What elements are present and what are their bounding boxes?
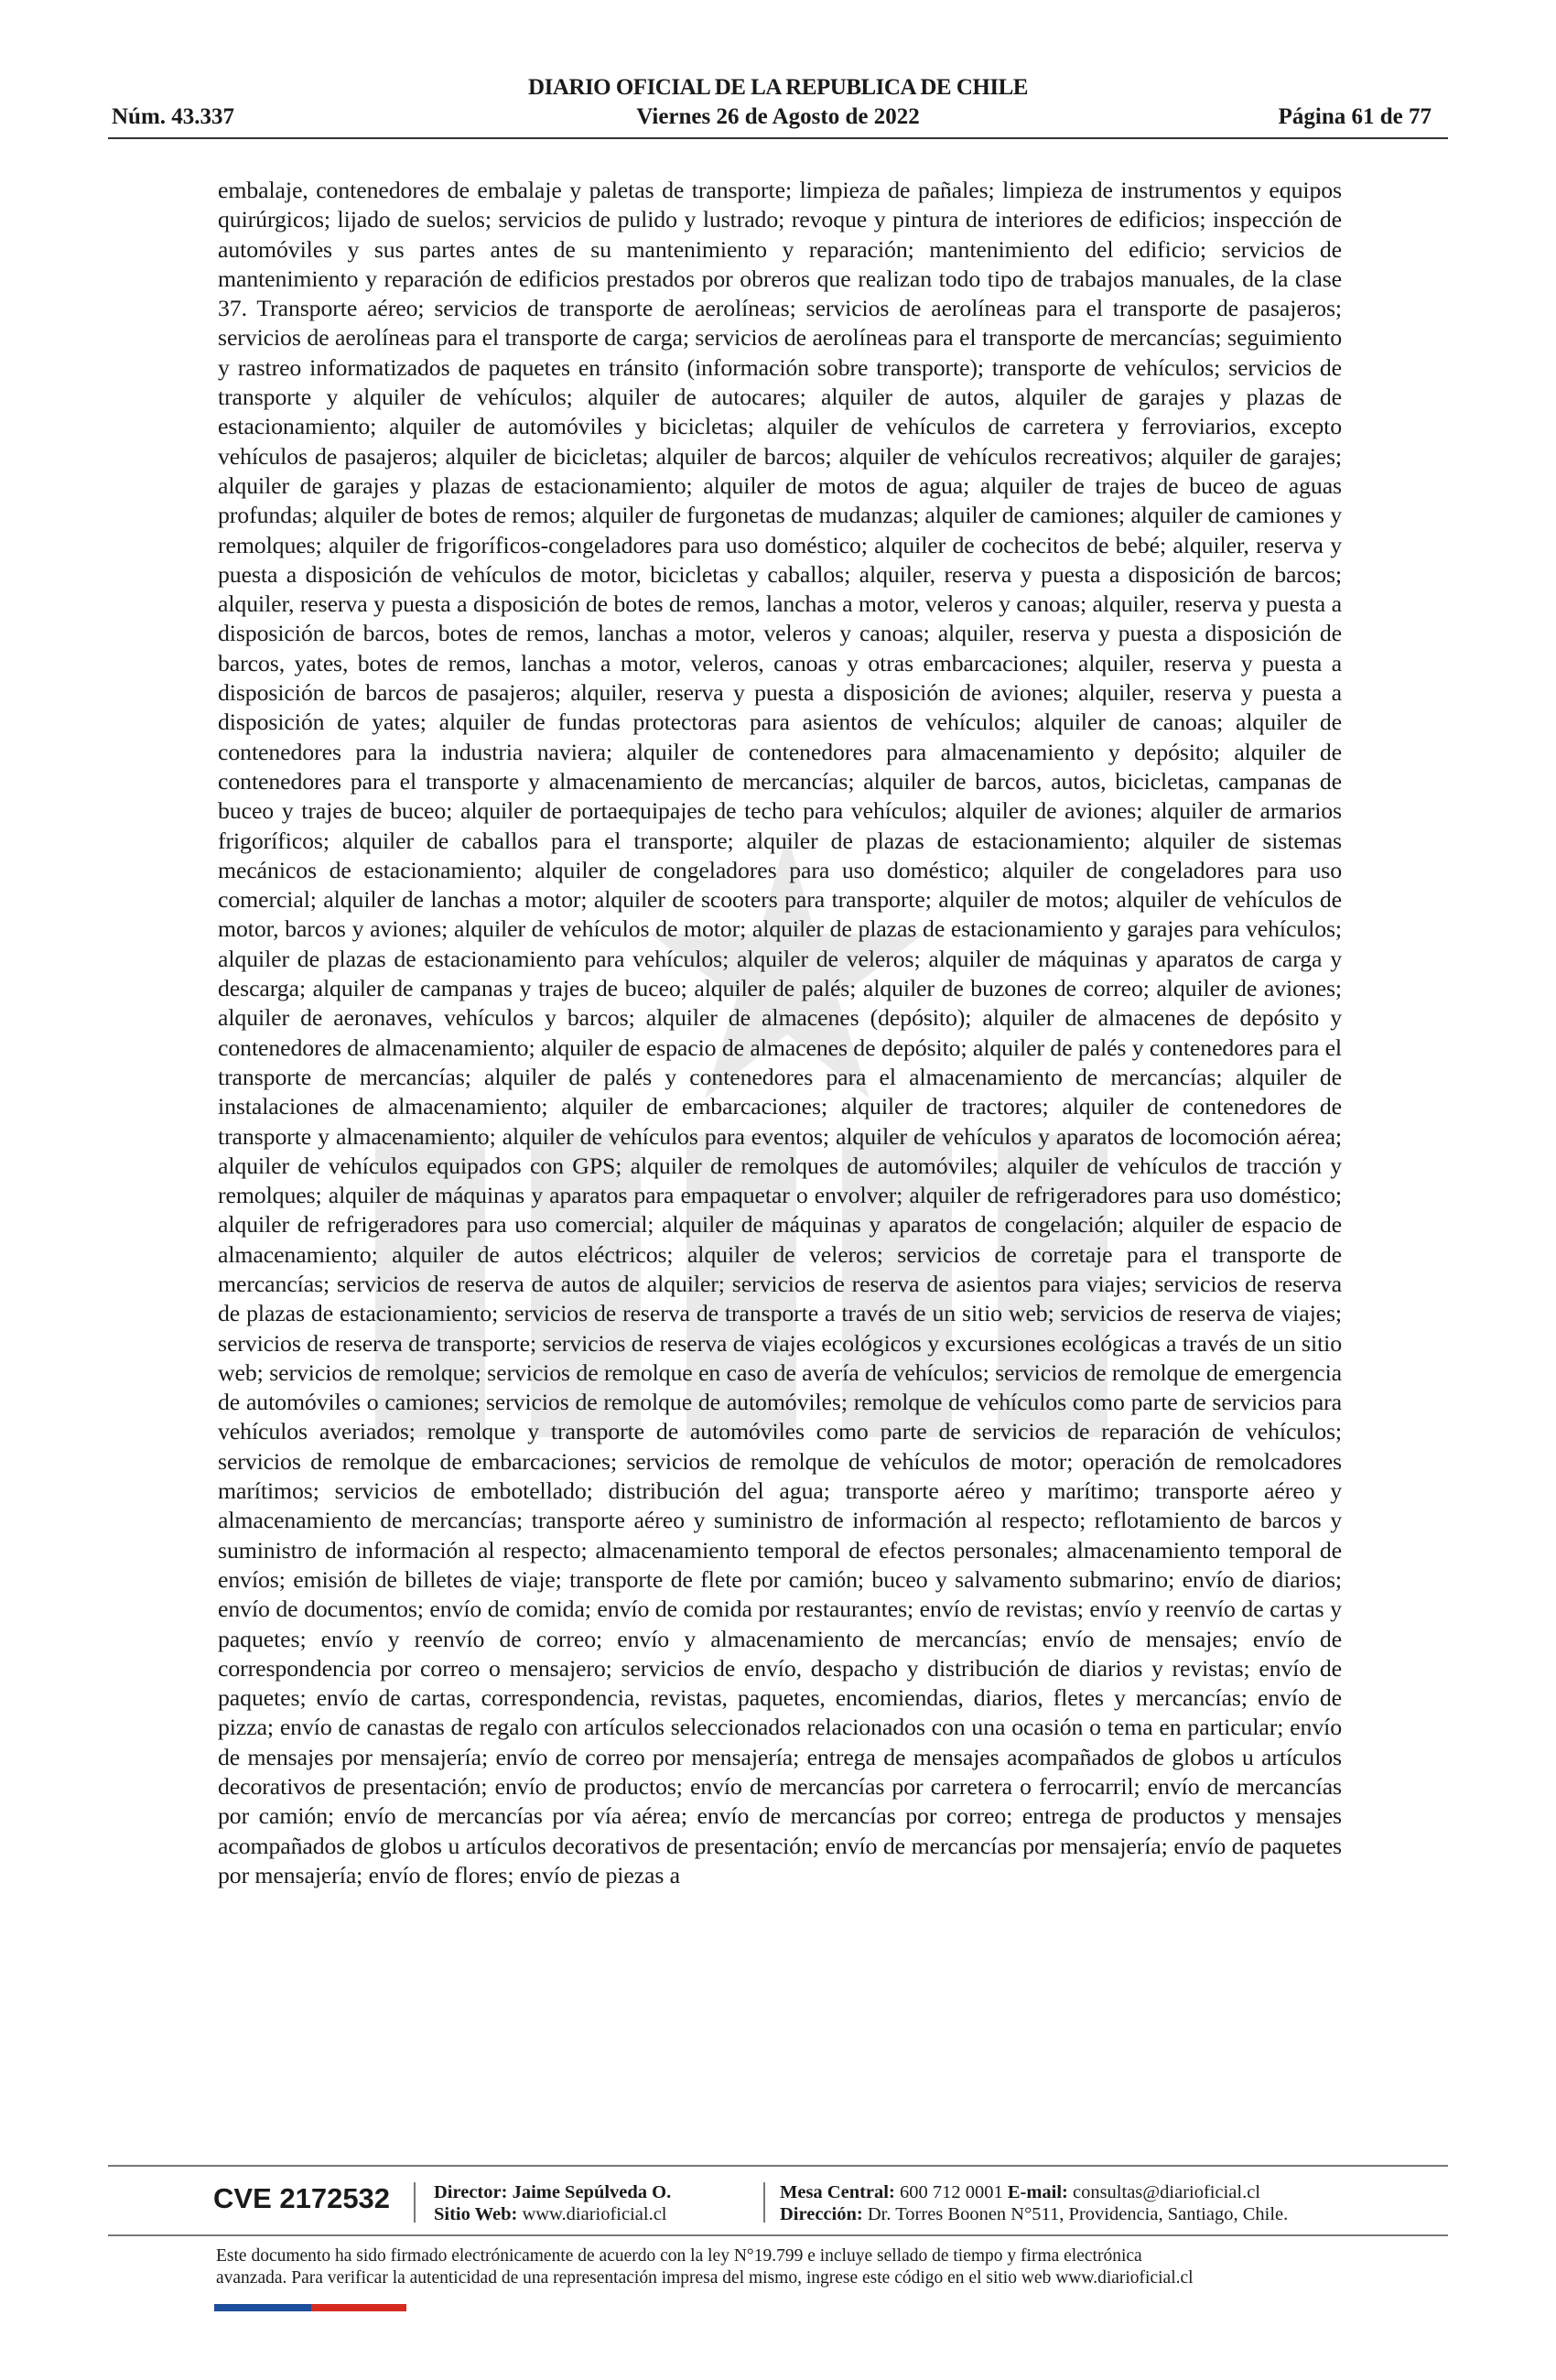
website-link[interactable]: www.diarioficial.cl	[522, 2204, 667, 2224]
phone-number: 600 712 0001	[899, 2182, 1003, 2202]
footer-contact-block	[780, 2181, 1288, 2225]
footer-separator	[414, 2182, 416, 2223]
director-label: Director:	[434, 2182, 508, 2202]
phone-label: Mesa Central:	[780, 2182, 895, 2202]
publication-title: DIARIO OFICIAL DE LA REPUBLICA DE CHILE	[528, 75, 1028, 100]
header-divider	[108, 137, 1448, 139]
issue-number: Núm. 43.337	[112, 104, 235, 129]
address-label: Dirección:	[780, 2204, 863, 2224]
page-number: Página 61 de 77	[1278, 104, 1432, 129]
website-line	[434, 2203, 671, 2225]
email-link[interactable]: consultas@diarioficial.cl	[1072, 2182, 1261, 2202]
address-text: Dr. Torres Boonen N°511, Providencia, Santiago, Chile.	[867, 2204, 1289, 2224]
footer-separator	[763, 2182, 765, 2223]
flag-stripe-blue	[214, 2304, 311, 2311]
flag-stripe-red	[311, 2304, 406, 2311]
cve-code: CVE 2172532	[213, 2182, 391, 2214]
contact-line	[780, 2181, 1288, 2203]
website-label: Sitio Web:	[434, 2204, 518, 2224]
director-name: Jaime Sepúlveda O.	[512, 2182, 672, 2202]
legal-line-1: Este documento ha sido firmado electrónicamente de acuerdo con la ley N°19.799 e incluye sellado de tiempo y firma electrónica	[216, 2246, 1142, 2266]
footer-divider-top	[108, 2165, 1448, 2167]
legal-line-2: avanzada. Para verificar la autenticidad de una representación impresa del mismo, ingrese este código en el sitio web www.diarioficial.cl	[216, 2268, 1194, 2288]
footer-divider-bottom	[108, 2234, 1448, 2236]
director-line	[434, 2181, 671, 2203]
body-paragraph: embalaje, contenedores de embalaje y paletas de transporte; limpieza de pañales; limpieza de instrumentos y equipos quirúrgicos; lijado de suelos; servicios de pulido y lustrado; revoque y pintura de interiores de edificios; inspección de automóviles y sus partes antes de su mantenimiento y reparación; mantenimiento del edificio; servicios de mantenimiento y reparación de edificios prestados por obreros que realizan todo tipo de trabajos manuales, de la clase 37. Transporte aéreo; servicios de transporte de aerolíneas; servicios de aerolíneas para el transporte de pasajeros; servicios de aerolíneas para el transporte de carga; servicios de aerolíneas para el transporte de mercancías; seguimiento y rastreo informatizados de paquetes en tránsito (información sobre transporte); transporte de vehículos; servicios de transporte y alquiler de vehículos; alquiler de autocares; alquiler de autos, alquiler de garajes y plazas de estacionamiento; alquiler de automóviles y bicicletas; alquiler de vehículos de carretera y ferroviarios, excepto vehículos de pasajeros; alquiler de bicicletas; alquiler de barcos; alquiler de vehículos recreativos; alquiler de garajes; alquiler de garajes y plazas de estacionamiento; alquiler de motos de agua; alquiler de trajes de buceo de aguas profundas; alquiler de botes de remos; alquiler de furgonetas de mudanzas; alquiler de camiones; alquiler de camiones y remolques; alquiler de frigoríficos-congeladores para uso doméstico; alquiler de cochecitos de bebé; alquiler, reserva y puesta a disposición de vehículos de motor, bicicletas y caballos; alquiler, reserva y puesta a disposición de barcos; alquiler, reserva y puesta a disposición de botes de remos, lanchas a motor, veleros y canoas; alquiler, reserva y puesta a disposición de barcos, botes de remos, lanchas a motor, veleros y canoas; alquiler, reserva y puesta a disposición de barcos, yates, botes de remos, lanchas a motor, veleros, canoas y otras embarcaciones; alquiler, reserva y puesta a disposición de barcos de pasajeros; alquiler, reserva y puesta a disposición de aviones; alquiler, reserva y puesta a disposición de yates; alquiler de fundas protectoras para asientos de vehículos; alquiler de canoas; alquiler de contenedores para la industria naviera; alquiler de contenedores para almacenamiento y depósito; alquiler de contenedores para el transporte y almacenamiento de mercancías; alquiler de barcos, autos, bicicletas, campanas de buceo y trajes de buceo; alquiler de portaequipajes de techo para vehículos; alquiler de aviones; alquiler de armarios frigoríficos; alquiler de caballos para el transporte; alquiler de plazas de estacionamiento; alquiler de sistemas mecánicos de estacionamiento; alquiler de congeladores para uso doméstico; alquiler de congeladores para uso comercial; alquiler de lanchas a motor; alquiler de scooters para transporte; alquiler de motos; alquiler de vehículos de motor, barcos y aviones; alquiler de vehículos de motor; alquiler de plazas de estacionamiento y garajes para vehículos; alquiler de plazas de estacionamiento para vehículos; alquiler de veleros; alquiler de máquinas y aparatos de carga y descarga; alquiler de campanas y trajes de buceo; alquiler de palés; alquiler de buzones de correo; alquiler de aviones; alquiler de aeronaves, vehículos y barcos; alquiler de almacenes (depósito); alquiler de almacenes de depósito y contenedores de almacenamiento; alquiler de espacio de almacenes de depósito; alquiler de palés y contenedores para el transporte de mercancías; alquiler de palés y contenedores para el almacenamiento de mercancías; alquiler de instalaciones de almacenamiento; alquiler de embarcaciones; alquiler de tractores; alquiler de contenedores de transporte y almacenamiento; alquiler de vehículos para eventos; alquiler de vehículos y aparatos de locomoción aérea; alquiler de vehículos equipados con GPS; alquiler de remolques de automóviles; alquiler de vehículos de tracción y remolques; alquiler de máquinas y aparatos para empaquetar o envolver; alquiler de refrigeradores para uso doméstico; alquiler de refrigeradores para uso comercial; alquiler de máquinas y aparatos de congelación; alquiler de espacio de almacenamiento; alquiler de autos eléctricos; alquiler de veleros; servicios de corretaje para el transporte de mercancías; servicios de reserva de autos de alquiler; servicios de reserva de asientos para viajes; servicios de reserva de plazas de estacionamiento; servicios de reserva de transporte a través de un sitio web; servicios de reserva de viajes; servicios de reserva de transporte; servicios de reserva de viajes ecológicos y excursiones ecológicas a través de un sitio web; servicios de remolque; servicios de remolque en caso de avería de vehículos; servicios de remolque de emergencia de automóviles o camiones; servicios de remolque de automóviles; remolque de vehículos como parte de servicios para vehículos averiados; remolque y transporte de automóviles como parte de servicios de reparación de vehículos; servicios de remolque de embarcaciones; servicios de remolque de vehículos de motor; operación de remolcadores marítimos; servicios de embotellado; distribución del agua; transporte aéreo y marítimo; transporte aéreo y almacenamiento de mercancías; transporte aéreo y suministro de información al respecto; reflotamiento de barcos y suministro de información al respecto; almacenamiento temporal de efectos personales; almacenamiento temporal de envíos; emisión de billetes de viaje; transporte de flete por camión; buceo y salvamento submarino; envío de diarios; envío de documentos; envío de comida; envío de comida por restaurantes; envío de revistas; envío y reenvío de cartas y paquetes; envío y reenvío de correo; envío y almacenamiento de mercancías; envío de mensajes; envío de correspondencia por correo o mensajero; servicios de envío, despacho y distribución de diarios y revistas; envío de paquetes; envío de cartas, correspondencia, revistas, paquetes, encomiendas, diarios, fletes y mercancías; envío de pizza; envío de canastas de regalo con artículos seleccionados relacionados con una ocasión o tema en particular; envío de mensajes por mensajería; envío de correo por mensajería; entrega de mensajes acompañados de globos u artículos decorativos de presentación; envío de productos; envío de mercancías por carretera o ferrocarril; envío de mercancías por camión; envío de mercancías por vía aérea; envío de mercancías por correo; entrega de productos y mensajes acompañados de globos u artículos decorativos de presentación; envío de mercancías por mensajería; envío de paquetes por mensajería; envío de flores; envío de piezas a	[218, 177, 1342, 1888]
address-line	[780, 2203, 1288, 2225]
issue-date: Viernes 26 de Agosto de 2022	[636, 104, 920, 129]
footer-director-block	[434, 2181, 671, 2225]
legal-notice	[216, 2245, 1360, 2289]
email-label: E-mail:	[1007, 2182, 1068, 2202]
